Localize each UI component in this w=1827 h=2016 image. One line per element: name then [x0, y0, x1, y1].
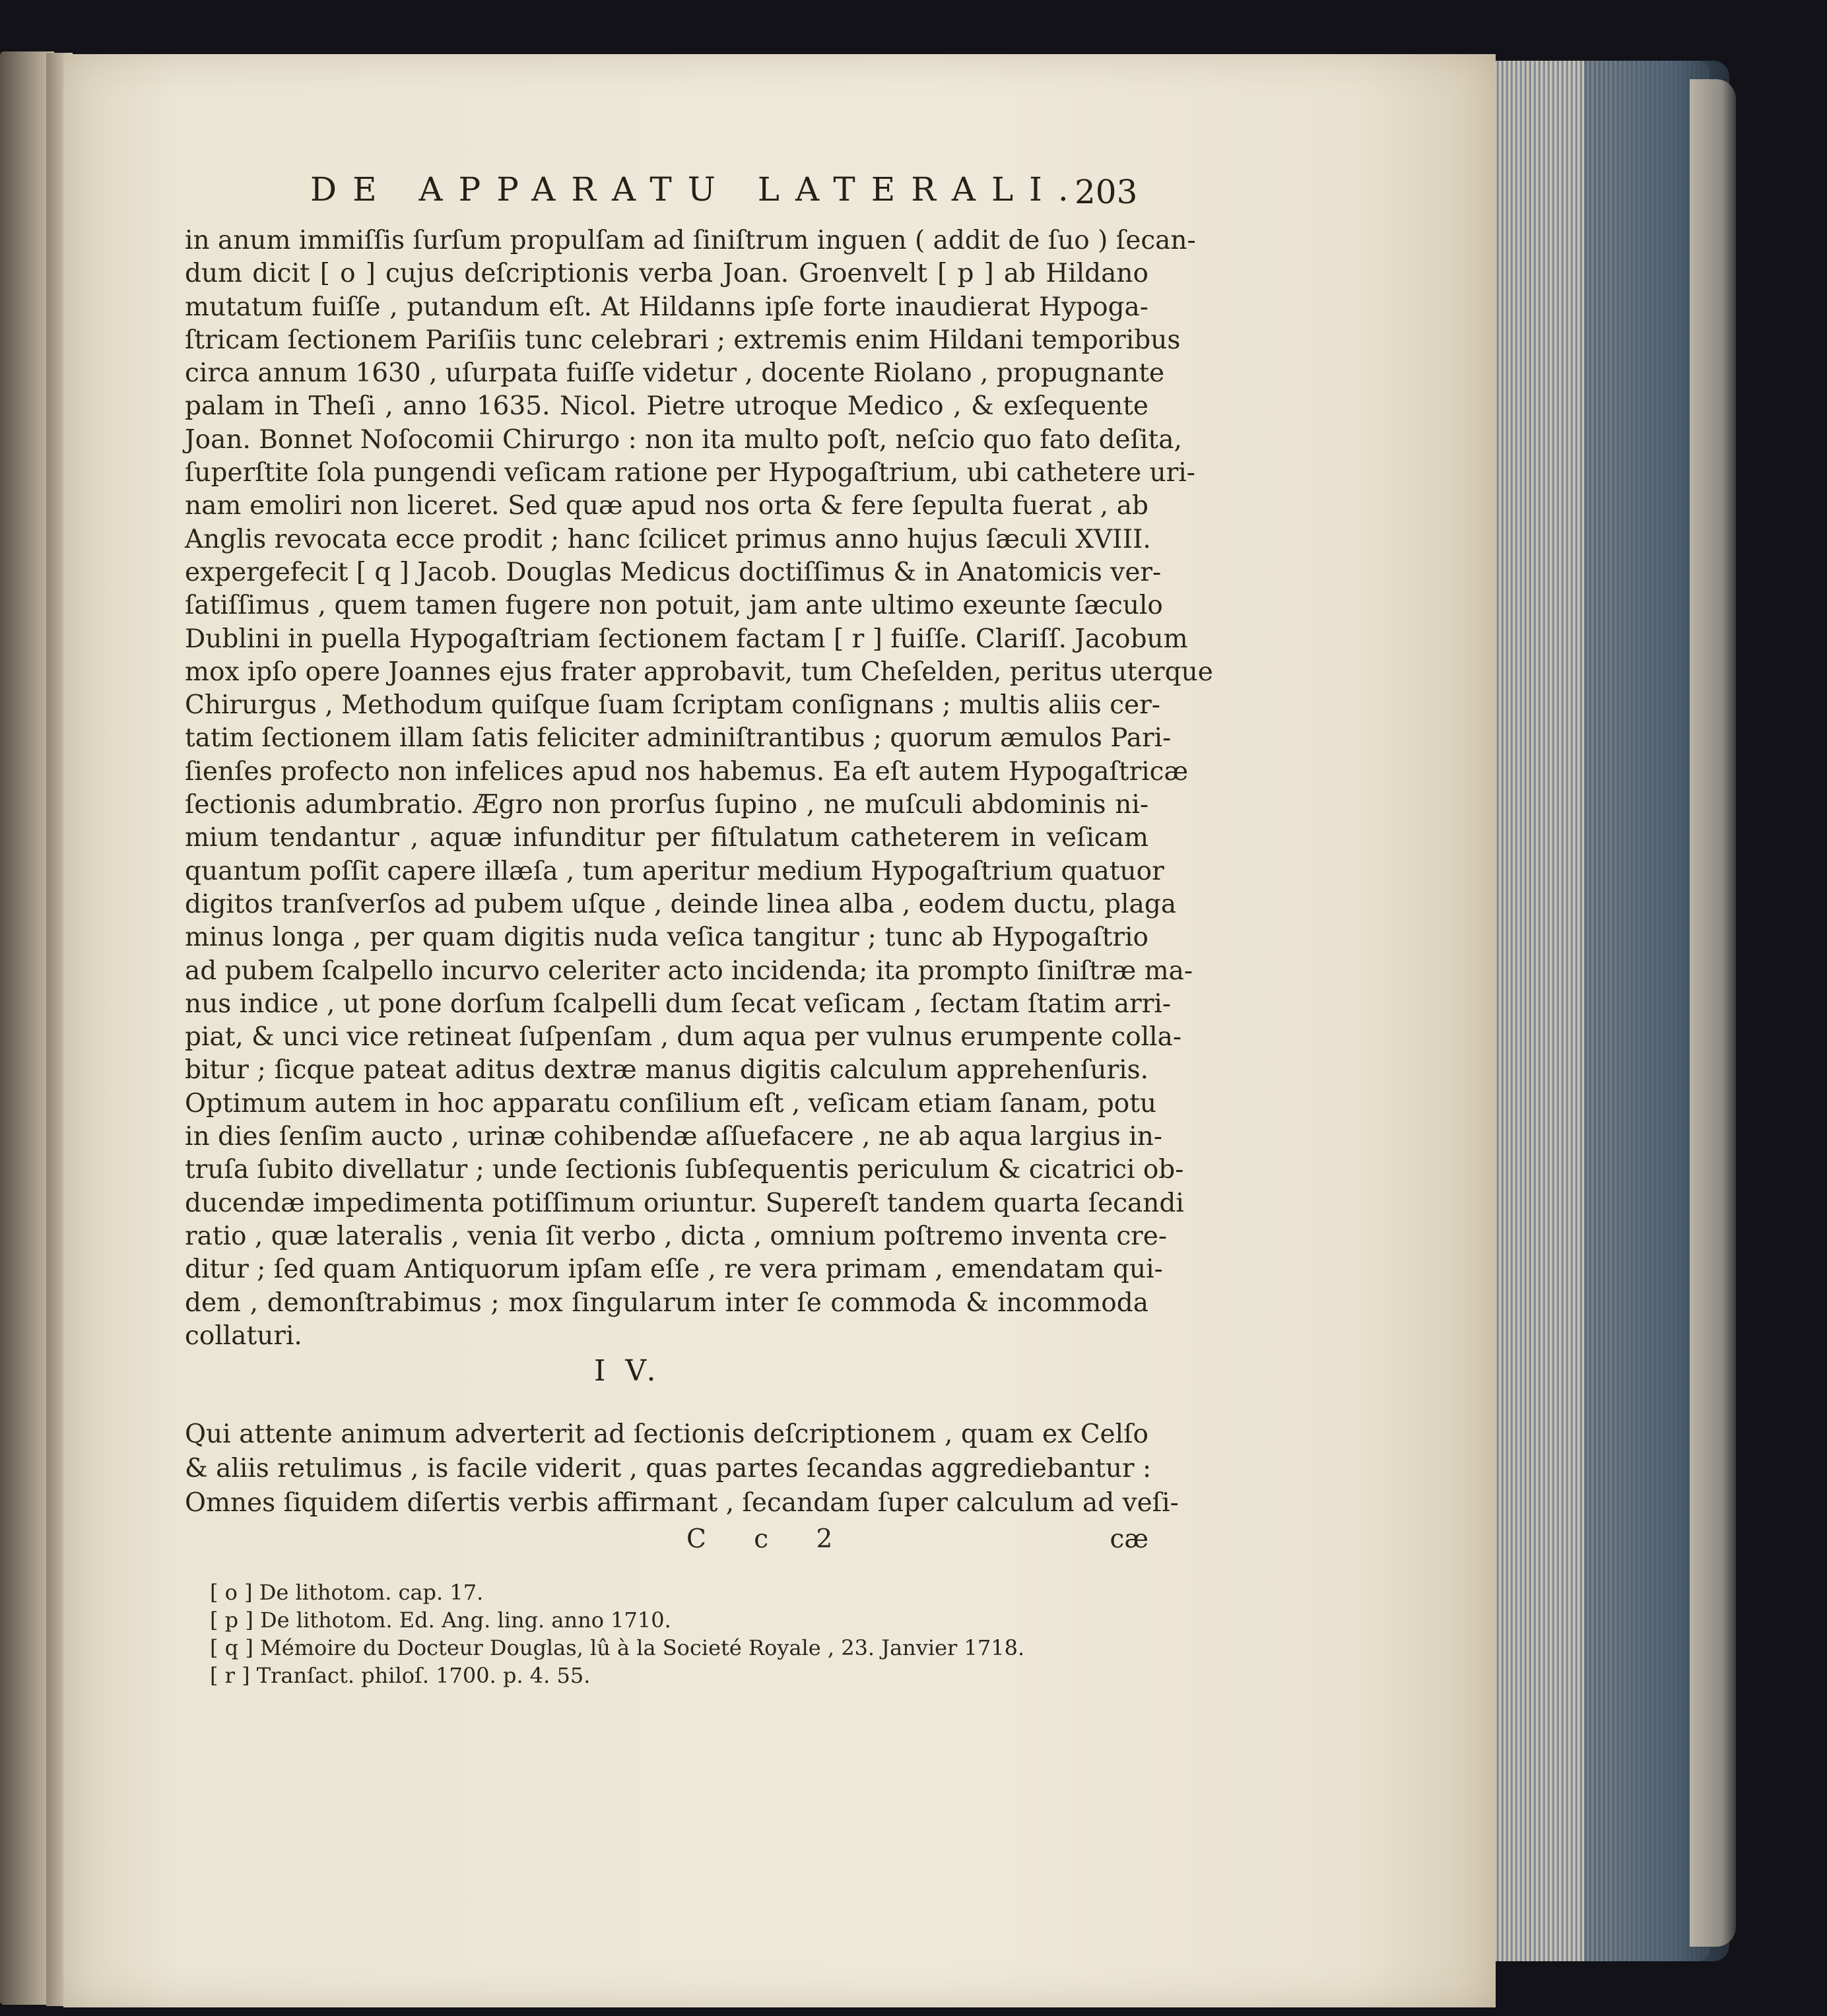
text-line: Joan. Bonnet Noſocomii Chirurgo : non ita multo poſt, neſcio quo fato deſita, [185, 424, 1182, 455]
text-line: truſa ſubito divellatur ; unde ſectionis ſubſequentis periculum & cicatrici ob- [185, 1155, 1184, 1185]
text-line: expergefecit [ q ] Jacob. Douglas Medicus doctiſſimus & in Anatomicis ver- [185, 557, 1162, 587]
text-line: Qui attente animum adverterit ad ſectionis deſcriptionem , quam ex Celſo [185, 1419, 1148, 1449]
text-line: Optimum autem in hoc apparatu conſilium eſt , veſicam etiam ſanam, potu [185, 1088, 1156, 1119]
footnote: [ o ] De lithotom. cap. 17. [210, 1580, 484, 1605]
text-line: & aliis retulimus , is facile viderit , quas partes ſecandas aggrediebantur : [185, 1454, 1152, 1483]
text-line: palam in Theſi , anno 1635. Nicol. Pietre utroque Medico , & exſequente [185, 391, 1148, 422]
page-number: 203 [1075, 173, 1138, 211]
text-line: ratio , quæ lateralis , venia ſit verbo , dicta , omnium poſtremo inventa cre- [185, 1221, 1168, 1251]
text-line: Anglis revocata ecce prodit ; hanc ſcilicet primus anno hujus ſæculi XVIII. [185, 524, 1151, 554]
text-line: Omnes ſiquidem diſertis verbis affirmant , ſecandam ſuper calculum ad veſi- [185, 1488, 1179, 1518]
main-text-block [185, 224, 1213, 1353]
text-line: ſienſes profecto non infelices apud nos habemus. Ea eſt autem Hypogaſtricæ [185, 756, 1189, 787]
text-line: circa annum 1630 , uſurpata fuiſſe videtur , docente Riolano , propugnante [185, 358, 1165, 389]
text-line: piat, & unci vice retineat ſuſpenſam , dum aqua per vulnus erumpente colla- [185, 1022, 1182, 1053]
text-line: digitos tranſverſos ad pubem uſque , deinde linea alba , eodem ductu, plaga [185, 889, 1177, 919]
signature-line [185, 1524, 1148, 1559]
text-line: mox ipſo opere Joannes ejus frater approbavit, tum Cheſelden, peritus uterque [185, 657, 1213, 687]
text-line: ſuperſtite ſola pungendi veſicam ratione per Hypogaſtrium, ubi cathetere uri- [185, 458, 1195, 488]
footnotes [210, 1578, 1134, 1689]
text-line: bitur ; ſicque pateat aditus dextræ manus digitis calculum apprehenſuris. [185, 1055, 1148, 1086]
text-line: ad pubem ſcalpello incurvo celeriter acto incidenda; ita prompto ſiniſtræ ma- [185, 956, 1193, 986]
text-line: in dies ſenſim aucto , urinæ cohibendæ aſſuefacere , ne ab aqua largius in- [185, 1122, 1163, 1152]
text-line: collaturi. [185, 1320, 302, 1351]
text-line: ducendæ impedimenta potiſſimum oriuntur. Supereſt tandem quarta ſecandi [185, 1188, 1184, 1218]
footnote: [ p ] De lithotom. Ed. Ang. ling. anno 1710. [210, 1608, 671, 1633]
text-line: tatim ſectionem illam ſatis feliciter adminiſtrantibus ; quorum æmulos Pari- [185, 723, 1172, 754]
text-line: dem , demonſtrabimus ; mox ſingularum inter ſe commoda & incommoda [185, 1287, 1148, 1318]
text-line: mium tendantur , aquæ infunditur per fiſtulatum catheterem in veſicam [185, 823, 1148, 853]
text-line: ditur ; ſed quam Antiquorum ipſam eſſe , re vera primam , emendatam qui- [185, 1254, 1163, 1285]
text-line: nam emoliri non liceret. Sed quæ apud nos orta & fere ſepulta fuerat , ab [185, 491, 1148, 521]
text-line: ſatiſſimus , quem tamen fugere non potuit, jam ante ultimo exeunte ſæculo [185, 591, 1163, 621]
text-line: ſectionis adumbratio. Ægro non prorſus ſupino , ne muſculi abdominis ni- [185, 790, 1148, 820]
text-line: quantum poſſit capere illæſa , tum aperitur medium Hypogaſtrium quatuor [185, 856, 1164, 886]
catchword: cæ [1110, 1524, 1148, 1554]
text-line: dum dicit [ o ] cujus deſcriptionis verba Joan. Groenvelt [ p ] ab Hildano [185, 259, 1148, 289]
signature-mark: C c 2 [686, 1524, 853, 1554]
footnote: [ r ] Tranſact. philoſ. 1700. p. 4. 55. [210, 1663, 591, 1688]
text-line: in anum immiſſis ſurſum propulſam ad ſiniſtrum inguen ( addit de ſuo ) ſecan- [185, 226, 1196, 255]
text-line: mutatum fuiſſe , putandum eſt. At Hildanns ipſe forte inaudierat Hypoga- [185, 292, 1148, 322]
text-line: nus indice , ut pone dorſum ſcalpelli dum ſecat veſicam , ſectam ſtatim arri- [185, 989, 1172, 1019]
second-paragraph [185, 1417, 1179, 1520]
cover-edge [1690, 79, 1736, 1947]
text-line: minus longa , per quam digitis nuda veſica tangitur ; tunc ab Hypogaſtrio [185, 923, 1148, 953]
text-line: Chirurgus , Methodum quiſque ſuam ſcriptam conſignans ; multis aliis cer- [185, 690, 1160, 721]
text-line: ſtricam ſectionem Pariſiis tunc celebrari ; extremis enim Hildani temporibus [185, 325, 1181, 355]
section-number: I V. [594, 1354, 661, 1388]
footnote: [ q ] Mémoire du Docteur Douglas, lû à la Societé Royale , 23. Janvier 1718. [210, 1635, 1025, 1660]
running-title: DE APPARATU LATERALI. [310, 170, 1084, 209]
text-line: Dublini in puella Hypogaſtriam ſectionem factam [ r ] fuiſſe. Clariſſ. Jacobum [185, 624, 1188, 654]
